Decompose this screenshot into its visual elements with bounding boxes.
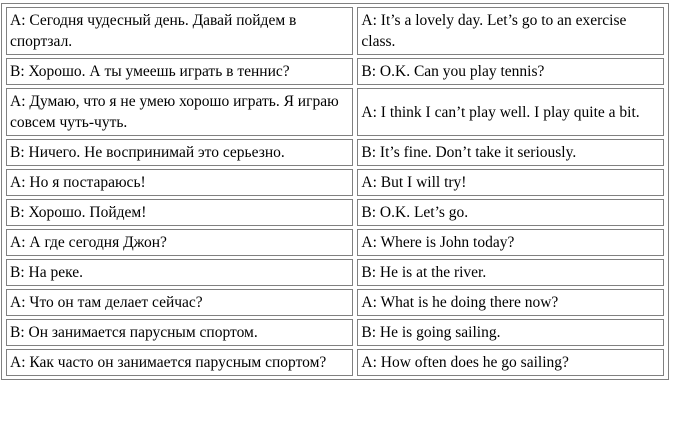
english-line: B: He is going sailing.: [357, 319, 664, 346]
russian-line: А: Думаю, что я не умею хорошо играть. Я играю совсем чуть-чуть.: [6, 88, 353, 136]
table-row: [6, 199, 664, 226]
table-row: [6, 169, 664, 196]
table-row: [6, 139, 664, 166]
russian-line: В: Он занимается парусным спортом.: [6, 319, 353, 346]
english-line: A: Where is John today?: [357, 229, 664, 256]
russian-line: В: На реке.: [6, 259, 353, 286]
english-line: B: O.K. Let’s go.: [357, 199, 664, 226]
table-row: [6, 289, 664, 316]
table-row: [6, 259, 664, 286]
russian-line: В: Хорошо. Пойдем!: [6, 199, 353, 226]
russian-line: А: Как часто он занимается парусным спортом?: [6, 349, 353, 376]
table-row: [6, 88, 664, 136]
table-row: [6, 349, 664, 376]
table-row: [6, 229, 664, 256]
table-row: [6, 319, 664, 346]
russian-line: В: Ничего. Не воспринимай это серьезно.: [6, 139, 353, 166]
english-line: B: It’s fine. Don’t take it seriously.: [357, 139, 664, 166]
russian-line: В: Хорошо. А ты умеешь играть в теннис?: [6, 58, 353, 85]
english-line: A: How often does he go sailing?: [357, 349, 664, 376]
russian-line: А: Что он там делает сейчас?: [6, 289, 353, 316]
dialogue-table: [1, 3, 669, 380]
russian-line: А: Сегодня чудесный день. Давай пойдем в спортзал.: [6, 7, 353, 55]
english-line: B: He is at the river.: [357, 259, 664, 286]
russian-line: А: Но я постараюсь!: [6, 169, 353, 196]
english-line: B: O.K. Can you play tennis?: [357, 58, 664, 85]
table-row: [6, 58, 664, 85]
english-line: A: But I will try!: [357, 169, 664, 196]
english-line: A: I think I can’t play well. I play quite a bit.: [357, 88, 664, 136]
table-row: [6, 7, 664, 55]
russian-line: А: А где сегодня Джон?: [6, 229, 353, 256]
english-line: A: What is he doing there now?: [357, 289, 664, 316]
english-line: A: It’s a lovely day. Let’s go to an exercise class.: [357, 7, 664, 55]
